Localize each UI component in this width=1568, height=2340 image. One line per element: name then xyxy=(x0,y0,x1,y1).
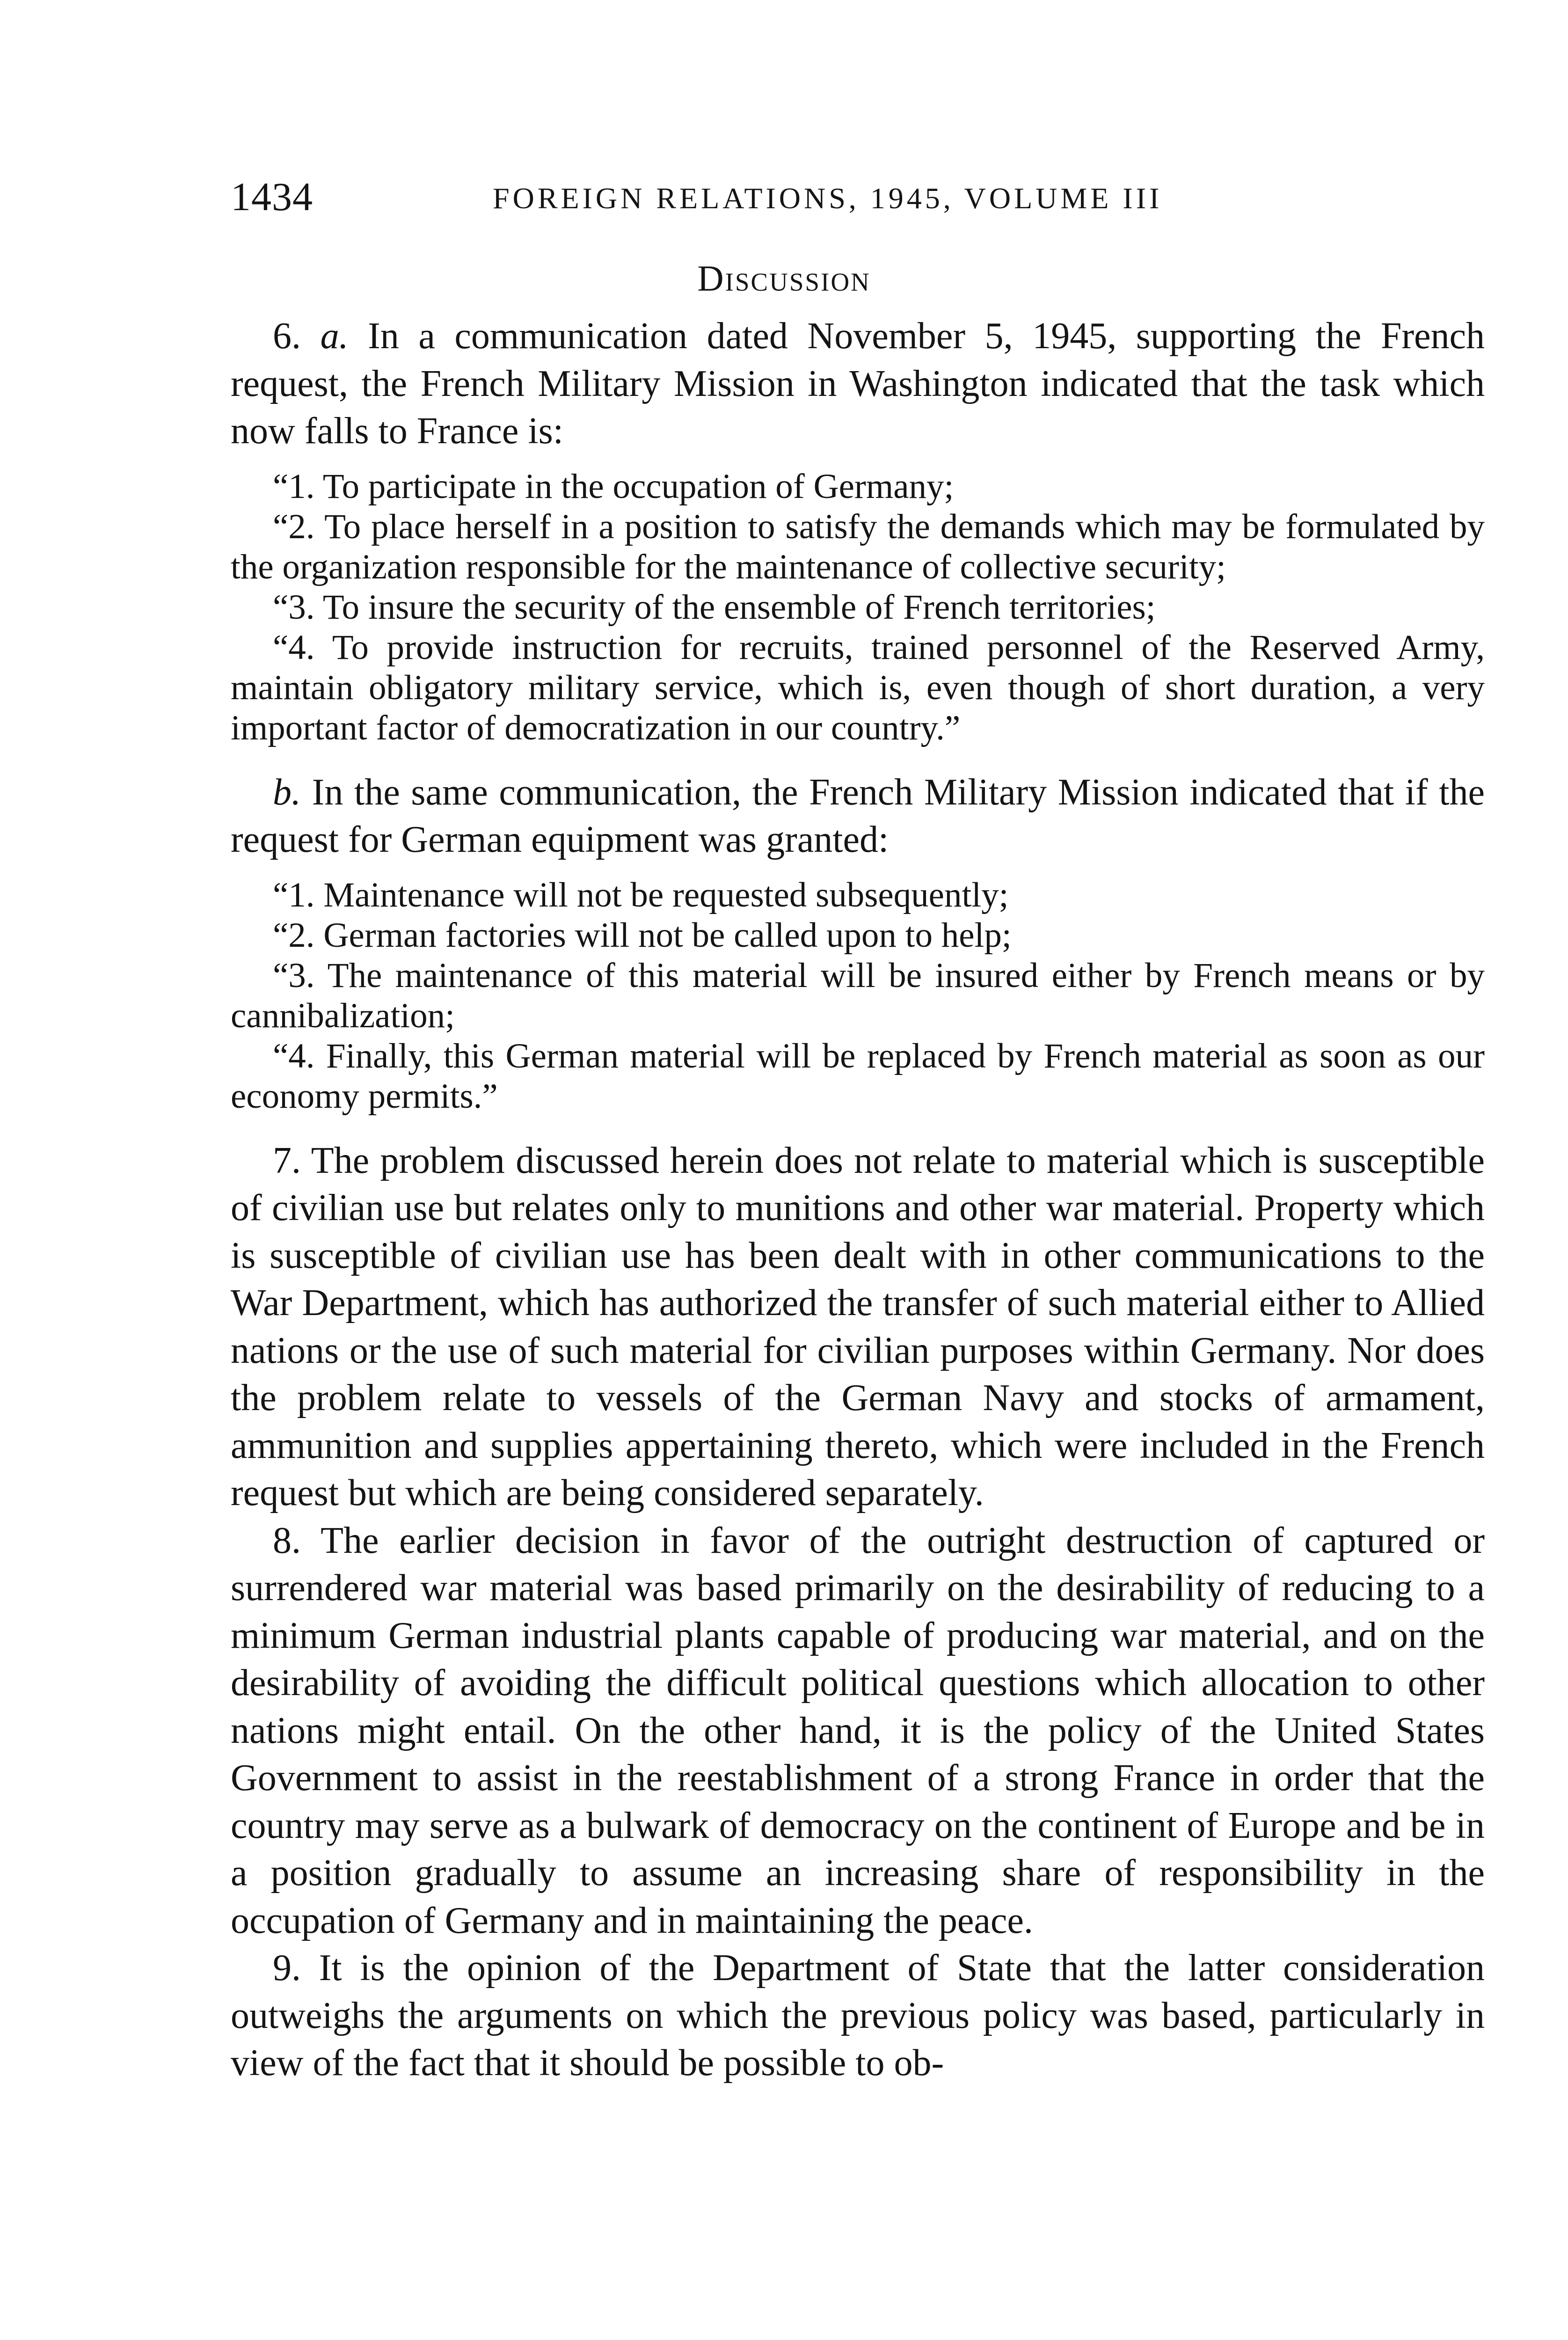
paragraph-7: 7. The problem discussed herein does not relate to material which is susceptible of civilian use but relates only to munitions and other war material. Property which is susceptible of civilian use has been dealt with in other communications to the War Department, which has authorized the transfer of such material either to Allied nations or the use of such material for civilian purposes within Germany. Nor does the problem relate to vessels of the German Navy and stocks of armament, ammunition and supplies appertaining thereto, which were included in the French request but which are being considered separately. xyxy=(231,1140,1485,1514)
paragraph-8: 8. The earlier decision in favor of the outright destruction of captured or surrendered war material was based primarily on the desirability of reducing to a minimum German industrial plants capable of producing war material, and on the desirability of avoiding the difficult political questions which allocation to other nations might entail. On the other hand, it is the policy of the United States Government to assist in the reestablishment of a strong France in order that the country may serve as a bulwark of democracy on the continent of Europe and be in a position gradually to assume an increasing share of responsibility in the occupation of Germany and in maintaining the peace. xyxy=(231,1520,1485,1941)
paragraph-6a xyxy=(231,313,1485,455)
running-head: FOREIGN RELATIONS, 1945, VOLUME III xyxy=(493,182,1163,215)
list-item: “4. Finally, this German material will be replaced by French material as soon as our economy permits.” xyxy=(231,1036,1485,1116)
list-item: “3. To insure the security of the ensemble of French territories; xyxy=(273,587,1156,627)
list-item: “4. To provide instruction for recruits, trained personnel of the Reserved Army, maintain obligatory military service, which is, even though of short duration, a very important factor of democratization in our country.” xyxy=(231,628,1485,747)
list-item: “2. German factories will not be called upon to help; xyxy=(273,915,1012,955)
list-item: “1. To participate in the occupation of Germany; xyxy=(273,467,954,506)
paragraph-6a-letter: a. xyxy=(320,315,349,357)
paragraph-6a-text: In a communication dated November 5, 1945, supporting the French request, the French Military Mission in Washington indicated that the task which now falls to France is: xyxy=(231,315,1485,452)
quoted-list-6a xyxy=(231,467,1485,748)
section-heading: Discussion xyxy=(697,258,871,299)
page-number: 1434 xyxy=(231,174,313,219)
paragraph-6b xyxy=(231,769,1485,864)
list-item: “2. To place herself in a position to satisfy the demands which may be formulated by the organization responsible for the maintenance of collective security; xyxy=(231,507,1485,586)
paragraph-6a-number: 6. xyxy=(273,315,301,357)
paragraph-6b-text: In the same communication, the French Military Mission indicated that if the request for German equipment was granted: xyxy=(231,771,1485,860)
page-header xyxy=(231,173,1485,229)
list-item: “3. The maintenance of this material will be insured either by French means or by cannibalization; xyxy=(231,956,1485,1035)
quoted-list-6b xyxy=(231,875,1485,1117)
paragraph-6b-letter: b. xyxy=(273,771,301,813)
list-item: “1. Maintenance will not be requested subsequently; xyxy=(273,875,1009,914)
body-text xyxy=(231,313,1485,2087)
paragraph-9: 9. It is the opinion of the Department of State that the latter consideration outweighs the arguments on which the previous policy was based, particularly in view of the fact that it should be possible to ob- xyxy=(231,1947,1485,2084)
